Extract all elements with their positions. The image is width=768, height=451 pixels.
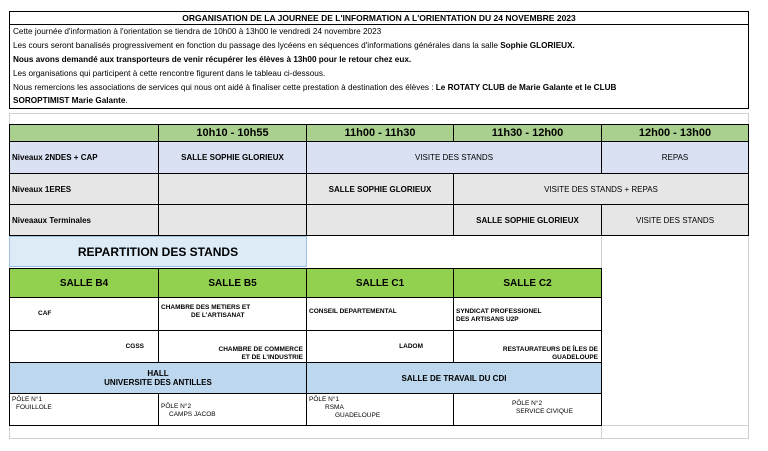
stand-b5-1 [158, 297, 307, 331]
schedule-time-1: 10h10 - 10h55 [158, 124, 307, 142]
intro-line-2-text: Les cours seront banalisés progressivement en fonction du passage des lycéens en séquences d'informations générales dans la salle [13, 41, 501, 50]
schedule-cell: REPAS [601, 141, 749, 174]
schedule-cell: VISITE DES STANDS + REPAS [453, 173, 749, 205]
stand-b4-2: CGSS [9, 330, 159, 363]
intro-line-5-clubs: Le ROTATY CLUB de Marie Galante et le CLUB [435, 83, 617, 92]
schedule-row-label: Niveaaux Terminales [9, 204, 159, 236]
intro-line-3: Nous avons demandé aux transporteurs de venir récupérer les élèves à 13h00 pour le retour chez eux. [13, 55, 412, 64]
stands-title: REPARTITION DES STANDS [9, 236, 307, 267]
hall-universite [9, 362, 307, 394]
stand-c2-1-line1: SYNDICAT PROFESSIONEL [456, 308, 542, 315]
stand-c2-1-line2: DES ARTISANS U2P [456, 316, 519, 323]
pole-rsma-line2: RSMA [325, 404, 344, 411]
stand-c2-1 [453, 297, 602, 331]
intro-line-4: Les organisations qui participent à cette rencontre figurent dans le tableau ci-dessous. [13, 69, 326, 78]
room-header-c1: SALLE C1 [306, 268, 454, 298]
hall-line2: UNIVERSITE DES ANTILLES [104, 378, 212, 387]
hall-line1: HALL [147, 369, 169, 378]
intro-line-6 [13, 95, 128, 106]
schedule-time-2: 11h00 - 11h30 [306, 124, 454, 142]
intro-line-6-end: . [125, 96, 128, 105]
schedule-row-label: Niveaux 2NDES + CAP [9, 141, 159, 174]
intro-line-1: Cette journée d'information à l'orientation se tiendra de 10h00 à 13h00 le vendredi 24 novembre 2023 [13, 27, 382, 36]
intro-title: ORGANISATION DE LA JOURNEE DE L'INFORMATION A L'ORIENTATION DU 24 NOVEMBRE 2023 [9, 11, 749, 25]
pole-fouillole [9, 393, 159, 426]
pole-service-civique-line2: SERVICE CIVIQUE [516, 408, 573, 415]
pole-rsma-line1: PÔLE N°1 [309, 396, 340, 403]
pole-rsma-line3: GUADELOUPE [335, 412, 381, 419]
stand-b5-2-line2: ET DE L'INDUSTRIE [241, 354, 303, 361]
pole-fouillole-line2: FOUILLOLE [16, 404, 52, 411]
room-header-b4: SALLE B4 [9, 268, 159, 298]
schedule-time-3: 11h30 - 12h00 [453, 124, 602, 142]
stand-b4-1: CAF [9, 297, 159, 331]
pole-service-civique-line1: PÔLE N°2 [512, 400, 543, 407]
intro-line-5-text: Nous remercions les associations de services qui nous ont aidé à finaliser cette prestation à destination des élèves : [13, 83, 436, 92]
pole-service-civique [453, 393, 602, 426]
salle-cdi: SALLE DE TRAVAIL DU CDI [306, 362, 602, 394]
stand-b5-1-line1: CHAMBRE DES METIERS ET [161, 304, 251, 311]
schedule-row-label: Niveaux 1ERES [9, 173, 159, 205]
stand-c1-2: LADOM [306, 330, 454, 363]
sheet-gridline [601, 236, 749, 439]
pole-camps-jacob-line1: PÔLE N°2 [161, 403, 192, 410]
schedule-cell-empty [158, 173, 307, 205]
stand-b5-2 [158, 330, 307, 363]
pole-camps-jacob [158, 393, 307, 426]
stand-c2-2-line1: RESTAURATEURS DE ÎLES DE [502, 346, 598, 353]
schedule-cell: SALLE SOPHIE GLORIEUX [158, 141, 307, 174]
room-header-c2: SALLE C2 [453, 268, 602, 298]
pole-fouillole-line1: PÔLE N°1 [12, 396, 43, 403]
stand-b5-1-line2: DE L'ARTISANAT [191, 312, 245, 319]
schedule-cell-empty [306, 204, 454, 236]
stand-c2-2 [453, 330, 602, 363]
schedule-cell-empty [158, 204, 307, 236]
schedule-time-4: 12h00 - 13h00 [601, 124, 749, 142]
stand-c1-1: CONSEIL DEPARTEMENTAL [306, 297, 454, 331]
pole-rsma [306, 393, 454, 426]
stand-c2-2-line2: GUADELOUPE [552, 354, 598, 361]
room-header-b5: SALLE B5 [158, 268, 307, 298]
schedule-cell: SALLE SOPHIE GLORIEUX [453, 204, 602, 236]
schedule-cell: SALLE SOPHIE GLORIEUX [306, 173, 454, 205]
sheet-gridline [9, 425, 749, 439]
intro-line-5 [13, 82, 616, 93]
stand-b5-2-line1: CHAMBRE DE COMMERCE [218, 346, 303, 353]
intro-line-2-room: Sophie GLORIEUX. [500, 41, 575, 50]
schedule-cell: VISITE DES STANDS [306, 141, 602, 174]
pole-camps-jacob-line2: CAMPS JACOB [169, 411, 216, 418]
schedule-header-corner [9, 124, 159, 142]
schedule-cell: VISITE DES STANDS [601, 204, 749, 236]
intro-line-2 [13, 40, 575, 51]
intro-line-6-club: SOROPTIMIST Marie Galante [13, 96, 126, 105]
